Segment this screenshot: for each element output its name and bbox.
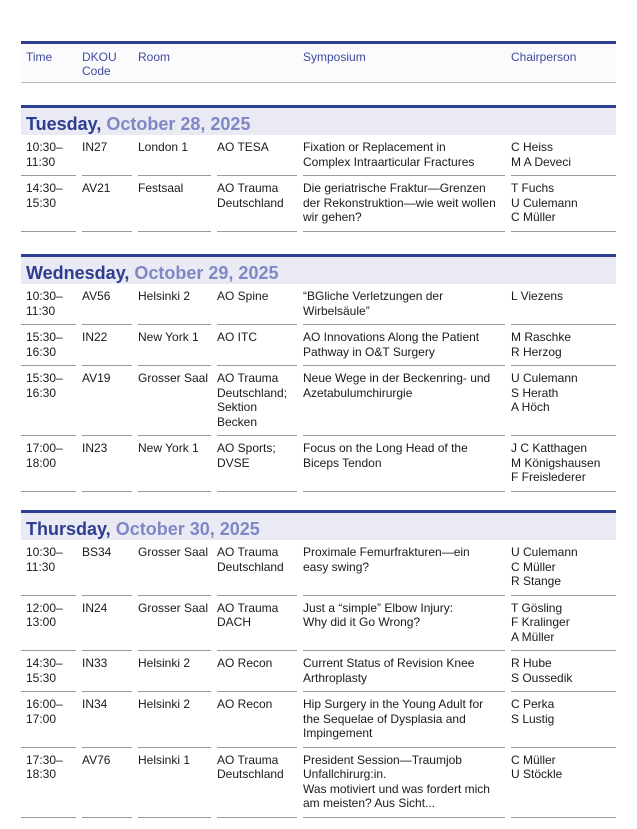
organizer — [217, 651, 303, 692]
chairpersons — [511, 540, 616, 596]
time-line: 17:30– — [26, 752, 63, 767]
organizer — [217, 135, 303, 176]
session-time — [21, 284, 82, 325]
dkou-code: BS34 — [82, 540, 138, 596]
symposium-line: Current Status of Revision Knee — [303, 656, 475, 670]
organizer — [217, 366, 303, 436]
symposium-line: Was motiviert und was fordert mich — [303, 781, 490, 796]
symposium-line: Hip Surgery in the Young Adult for — [303, 697, 484, 711]
day-heading — [21, 510, 616, 540]
time-line: 15:30 — [26, 670, 57, 685]
time-line: 14:30– — [26, 181, 63, 195]
organizer-line: Sektion — [217, 400, 258, 414]
chairperson-name: U Stöckle — [511, 767, 563, 781]
symposium-line: Focus on the Long Head of the — [303, 441, 468, 455]
organizer — [217, 692, 303, 748]
room-name: New York 1 — [138, 325, 217, 366]
symposium-title — [303, 436, 511, 492]
chairperson-name: R Hube — [511, 656, 552, 670]
time-line: 14:30– — [26, 656, 63, 670]
session-row — [21, 748, 616, 818]
chairpersons — [511, 596, 616, 652]
session-time — [21, 540, 82, 596]
day-date: October 30, 2025 — [115, 519, 260, 539]
organizer-line: AO Spine — [217, 289, 269, 303]
chairperson-name: S Herath — [511, 385, 559, 400]
chairpersons — [511, 325, 616, 366]
chairpersons — [511, 284, 616, 325]
organizer — [217, 176, 303, 232]
chairperson-name: M Königshausen — [511, 455, 601, 470]
time-line: 16:30 — [26, 385, 57, 400]
chairperson-name: U Culemann — [511, 195, 578, 210]
session-time — [21, 135, 82, 176]
chairpersons — [511, 651, 616, 692]
time-line: 17:00– — [26, 441, 63, 455]
organizer-line: AO Trauma — [217, 600, 279, 615]
time-line: 11:30 — [26, 559, 56, 574]
session-time — [21, 748, 82, 818]
symposium-title — [303, 651, 511, 692]
day-heading — [21, 105, 616, 135]
organizer-line: AO ITC — [217, 330, 258, 344]
header-code — [82, 50, 117, 78]
chairperson-name: S Lustig — [511, 711, 555, 726]
session-row — [21, 436, 616, 492]
symposium-title — [303, 135, 511, 176]
day-name: Tuesday, — [26, 114, 102, 134]
chairperson-name: C Müller — [511, 752, 556, 767]
session-row — [21, 366, 616, 436]
room-name: Grosser Saal — [138, 540, 217, 596]
chairpersons — [511, 176, 616, 232]
time-line: 18:00 — [26, 455, 57, 470]
organizer — [217, 596, 303, 652]
symposium-title — [303, 692, 511, 748]
symposium-line: Pathway in O&T Surgery — [303, 344, 435, 359]
session-time — [21, 692, 82, 748]
chairperson-name: C Heiss — [511, 140, 554, 154]
organizer — [217, 540, 303, 596]
room-name: Festsaal — [138, 176, 217, 232]
header-symposium: Symposium — [303, 50, 366, 64]
session-row — [21, 596, 616, 652]
header-chairperson: Chairperson — [511, 50, 577, 64]
chairperson-name: J C Katthagen — [511, 441, 588, 455]
organizer-line: AO Sports; — [217, 441, 276, 455]
symposium-line: Arthroplasty — [303, 670, 368, 685]
time-line: 15:30– — [26, 371, 63, 385]
header-room: Room — [138, 50, 171, 64]
symposium-line: Proximale Femurfrakturen—ein — [303, 545, 470, 559]
session-row — [21, 325, 616, 366]
room-name: Grosser Saal — [138, 366, 217, 436]
time-line: 13:00 — [26, 615, 57, 629]
organizer-line: AO Trauma — [217, 181, 279, 195]
dkou-code: IN24 — [82, 596, 138, 652]
table-header — [21, 41, 616, 83]
time-line: 10:30– — [26, 289, 63, 303]
symposium-title — [303, 284, 511, 325]
time-line: 17:00 — [26, 711, 57, 726]
time-line: 10:30– — [26, 140, 63, 154]
chairperson-name: T Fuchs — [511, 181, 555, 195]
symposium-title — [303, 748, 511, 818]
chairperson-name: S Oussedik — [511, 670, 573, 685]
organizer-line: Becken — [217, 414, 258, 429]
room-name: Helsinki 1 — [138, 748, 217, 818]
dkou-code: AV19 — [82, 366, 138, 436]
organizer-line: AO Trauma — [217, 545, 279, 559]
time-line: 11:30 — [26, 303, 56, 318]
room-name: Helsinki 2 — [138, 692, 217, 748]
symposium-title — [303, 176, 511, 232]
chairperson-name: A Müller — [511, 629, 555, 644]
organizer-line: DVSE — [217, 455, 250, 470]
chairperson-name: C Müller — [511, 210, 556, 224]
symposium-line: Die geriatrische Fraktur—Grenzen — [303, 181, 486, 195]
day-name: Thursday, — [26, 519, 111, 539]
chairperson-name: C Müller — [511, 559, 556, 574]
symposium-line: Biceps Tendon — [303, 455, 382, 470]
day-section — [21, 254, 616, 492]
symposium-line: “BGliche Verletzungen der — [303, 289, 444, 303]
chairpersons — [511, 135, 616, 176]
day-name: Wednesday, — [26, 263, 130, 283]
time-line: 16:30 — [26, 344, 57, 359]
day-date: October 28, 2025 — [106, 114, 251, 134]
chairperson-name: L Viezens — [511, 289, 564, 303]
header-code-line1: DKOU — [82, 50, 117, 64]
time-line: 16:00– — [26, 697, 63, 711]
day-section — [21, 105, 616, 232]
day-section — [21, 510, 616, 818]
time-line: 15:30 — [26, 195, 57, 210]
symposium-title — [303, 325, 511, 366]
chairpersons — [511, 436, 616, 492]
session-time — [21, 176, 82, 232]
dkou-code: IN22 — [82, 325, 138, 366]
header-time: Time — [26, 50, 53, 64]
time-line: 12:00– — [26, 600, 63, 615]
organizer-line: Deutschland — [217, 559, 284, 574]
session-time — [21, 596, 82, 652]
time-line: 18:30 — [26, 767, 57, 781]
room-name: Helsinki 2 — [138, 651, 217, 692]
symposium-line: Unfallchirurg:in. — [303, 767, 387, 781]
organizer-line: Deutschland; — [217, 385, 288, 400]
session-row — [21, 651, 616, 692]
session-time — [21, 366, 82, 436]
chairperson-name: R Stange — [511, 574, 562, 588]
chairperson-name: U Culemann — [511, 371, 578, 385]
organizer-line: AO Trauma — [217, 752, 279, 767]
symposium-line: Why did it Go Wrong? — [303, 615, 421, 629]
organizer-line: AO Recon — [217, 697, 273, 711]
time-line: 11:30 — [26, 154, 56, 169]
time-line: 15:30– — [26, 330, 63, 344]
symposium-line: Azetabulumchirurgie — [303, 385, 413, 400]
session-time — [21, 436, 82, 492]
chairperson-name: T Gösling — [511, 600, 563, 615]
chairperson-name: F Freislederer — [511, 470, 586, 484]
time-line: 10:30– — [26, 545, 63, 559]
chairpersons — [511, 692, 616, 748]
dkou-code: AV76 — [82, 748, 138, 818]
session-row — [21, 692, 616, 748]
symposium-title — [303, 540, 511, 596]
chairperson-name: M A Deveci — [511, 154, 572, 169]
symposium-line: wir gehen? — [303, 210, 362, 224]
symposium-line: Complex Intraarticular Fractures — [303, 154, 475, 169]
room-name: Grosser Saal — [138, 596, 217, 652]
symposium-line: Fixation or Replacement in — [303, 140, 446, 154]
chairperson-name: C Perka — [511, 697, 555, 711]
session-time — [21, 325, 82, 366]
room-name: Helsinki 2 — [138, 284, 217, 325]
organizer-line: DACH — [217, 615, 252, 629]
organizer-line: AO Trauma — [217, 371, 279, 385]
symposium-line: President Session—Traumjob — [303, 752, 462, 767]
header-code-line2: Code — [82, 64, 111, 78]
dkou-code: IN34 — [82, 692, 138, 748]
chairperson-name: R Herzog — [511, 344, 562, 359]
symposium-line: Neue Wege in der Beckenring- und — [303, 371, 491, 385]
organizer-line: AO TESA — [217, 140, 269, 154]
organizer-line: AO Recon — [217, 656, 273, 670]
chairperson-name: M Raschke — [511, 330, 572, 344]
session-row — [21, 135, 616, 176]
dkou-code: AV21 — [82, 176, 138, 232]
symposium-line: AO Innovations Along the Patient — [303, 330, 480, 344]
symposium-line: easy swing? — [303, 559, 370, 574]
symposium-line: the Sequelae of Dysplasia and — [303, 711, 466, 726]
symposium-title — [303, 366, 511, 436]
organizer — [217, 325, 303, 366]
room-name: New York 1 — [138, 436, 217, 492]
day-date: October 29, 2025 — [134, 263, 279, 283]
symposium-title — [303, 596, 511, 652]
symposium-line: Wirbelsäule” — [303, 303, 370, 318]
chairperson-name: A Höch — [511, 400, 550, 414]
room-name: London 1 — [138, 135, 217, 176]
chairperson-name: U Culemann — [511, 545, 578, 559]
organizer — [217, 748, 303, 818]
symposium-line: der Rekonstruktion—wie weit wollen — [303, 195, 496, 210]
organizer-line: Deutschland — [217, 195, 284, 210]
session-row — [21, 284, 616, 325]
organizer-line: Deutschland — [217, 767, 284, 781]
organizer — [217, 284, 303, 325]
dkou-code: IN27 — [82, 135, 138, 176]
session-row — [21, 540, 616, 596]
chairperson-name: F Kralinger — [511, 615, 570, 629]
dkou-code: IN33 — [82, 651, 138, 692]
symposium-line: Impingement — [303, 726, 373, 740]
dkou-code: AV56 — [82, 284, 138, 325]
dkou-code: IN23 — [82, 436, 138, 492]
organizer — [217, 436, 303, 492]
symposium-line: am meisten? Aus Sicht... — [303, 796, 436, 810]
symposium-line: Just a “simple” Elbow Injury: — [303, 600, 454, 615]
day-heading — [21, 254, 616, 284]
session-row — [21, 176, 616, 232]
chairpersons — [511, 366, 616, 436]
session-time — [21, 651, 82, 692]
chairpersons — [511, 748, 616, 818]
